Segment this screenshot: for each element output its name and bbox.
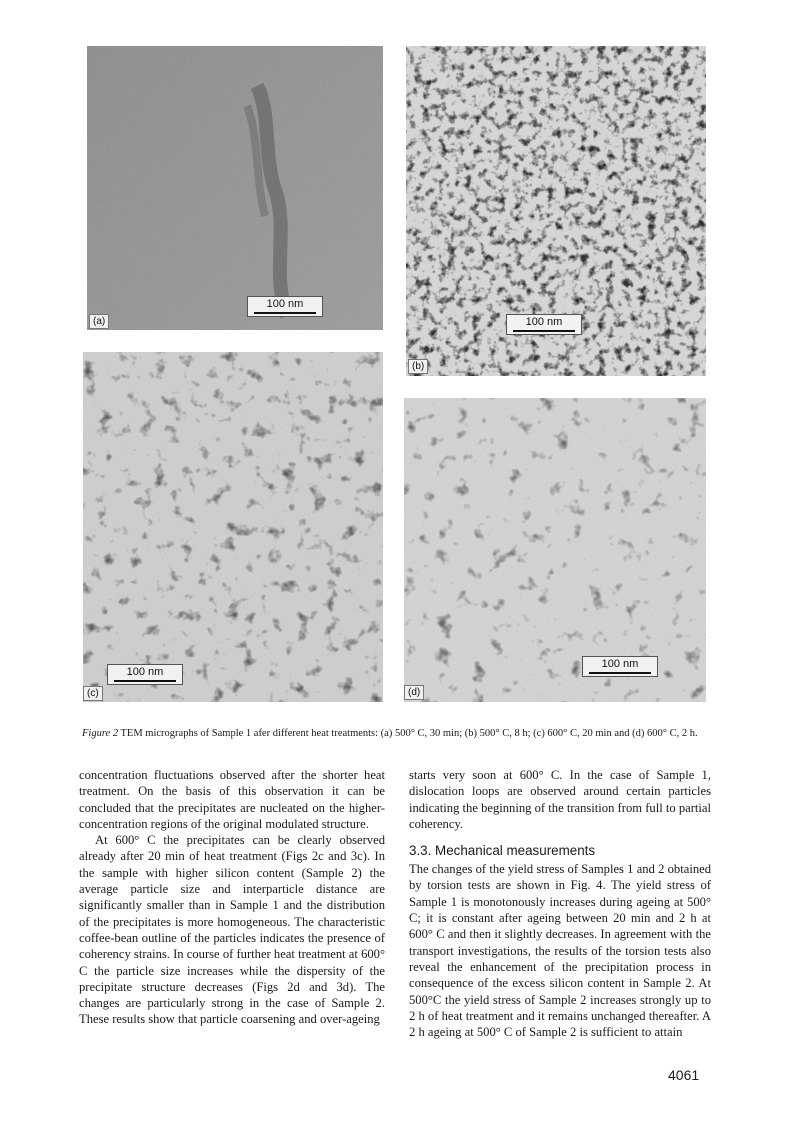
left-paragraph-1: concentration fluctuations observed after the shorter heat treatment. On the basis of this observation it can be concluded that the precipitates are nucleated on the higher-concentration regions of the original modulated structure. [79,768,385,831]
left-column [79,767,385,1028]
micrograph-d [404,398,706,702]
page-number: 4061 [668,1067,700,1083]
micrograph-c-image [83,352,383,702]
scale-bar-a [247,296,323,317]
scale-bar-b-label: 100 nm [525,316,563,328]
right-column [409,767,711,1040]
section-heading: 3.3. Mechanical measurements [409,843,596,859]
scale-bar-a-label: 100 nm [266,298,304,310]
figure-caption-label: Figure 2 [82,728,119,739]
left-paragraph-2: At 600° C the precipitates can be clearly observed already after 20 min of heat treatment (Figs 2c and 3c). In the sample with higher silicon content (Sample 2) the average particle size and interparticle distance are significantly smaller than in Sample 1 and the distribution of the precipitates is more homogeneous. The characteristic coffee-bean outline of the particles indicates the presence of coherency strains. In course of further heat treatment at 600° C the particle size increases while the dispersity of the precipitate structure decreases (Figs 2d and 3d). The changes are particularly strong in the case of Sample 2. These results show that particle coarsening and over-ageing [79,833,385,1027]
panel-label-d: (d) [404,685,424,700]
scale-bar-c-label: 100 nm [126,666,164,678]
micrograph-b [406,46,706,376]
figure-caption [82,727,722,741]
micrograph-d-image [404,398,706,702]
micrograph-c [83,352,383,702]
micrograph-a-image [87,46,383,330]
scale-bar-d [582,656,658,677]
panel-label-c: (c) [83,686,103,701]
right-paragraph-2: The changes of the yield stress of Samples 1 and 2 obtained by torsion tests are shown in Fig. 4. The yield stress of Sample 1 is monotonously increases during ageing at 500° C; it is constant after ageing between 20 min and 2 h at 600° C and then it slightly decreases. In agreement with the transport investigations, the results of the torsion tests also reveal the enhancement of the precipitation process in consequence of the excess silicon content in Sample 2. At 500°C the yield stress of Sample 2 increases strongly up to 2 h of heat treatment and it remains unchanged thereafter. A 2 h ageing at 500° C of Sample 2 is sufficient to attain [409,862,711,1040]
figure-caption-text: TEM micrographs of Sample 1 afer different heat treatments: (a) 500° C, 30 min; (b) 500° C, 8 h; (c) 600° C, 20 min and (d) 600° C, 2 h. [118,728,698,739]
panel-label-b: (b) [408,359,428,374]
scale-bar-d-label: 100 nm [601,658,639,670]
scale-bar-c [107,664,183,685]
scale-bar-b [506,314,582,335]
panel-label-a: (a) [89,314,109,329]
right-paragraph-1: starts very soon at 600° C. In the case of Sample 1, dislocation loops are observed around certain particles indicating the beginning of the transition from full to partial coherency. [409,768,711,831]
micrograph-a [87,46,383,330]
